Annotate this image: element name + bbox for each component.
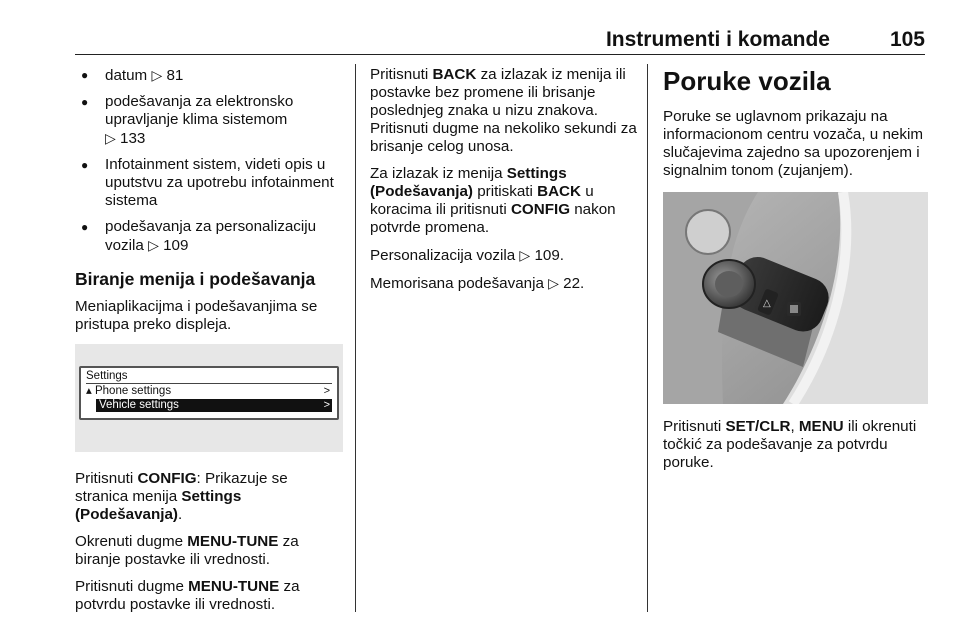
- ref-arrow-icon: ▷: [148, 237, 159, 253]
- display-row: ▴ Phone settings >: [86, 385, 330, 397]
- column-divider: [647, 64, 648, 612]
- ref-arrow-icon: ▷: [548, 275, 559, 291]
- paragraph: Meniaplikacijma i podešavanjima se pristupa preko displeja.: [75, 298, 318, 333]
- paragraph: Okrenuti dugme MENU-TUNE za biranje postavke ili vrednosti.: [75, 533, 299, 568]
- list-item: ● podešavanja za personalizaciju vozila ▷ 109: [75, 218, 343, 255]
- paragraph: Personalizacija vozila ▷ 109.: [370, 247, 564, 264]
- list-item: ● Infotainment sistem, videti opis u uputstvu za upotrebu infotainment sistema: [75, 156, 343, 210]
- page-title: Instrumenti i komande: [605, 28, 830, 51]
- ref-arrow-icon: ▷: [151, 67, 163, 83]
- display-row-selected: Vehicle settings >: [96, 399, 332, 412]
- column-right: [663, 66, 928, 481]
- paragraph: Pritisnuti SET/CLR, MENU ili okrenuti točkić za podešavanje za potvrdu poruke.: [663, 418, 917, 471]
- column-middle: [370, 66, 638, 302]
- svg-text:△: △: [763, 298, 771, 309]
- section-heading: Biranje menija i podešavanja: [75, 269, 316, 289]
- paragraph: Poruke se uglavnom prikazaju na informacionom centru vozača, u nekim slučajevima zajedno sa upozorenjem i signalnim tonom (zujanjem).: [663, 108, 923, 179]
- chevron-right-icon: >: [323, 385, 330, 397]
- display-screen: [79, 366, 339, 420]
- ref-arrow-icon: ▷: [105, 130, 116, 146]
- list-item: ● podešavanja za elektronsko upravljanje klima sistemom ▷ 133: [75, 93, 343, 148]
- ref-arrow-icon: ▷: [519, 247, 531, 263]
- paragraph: Pritisnuti BACK za izlazak iz menija ili postavke bez promene ili brisanje poslednjeg znaka u nizu znakova. Pritisnuti dugme na nekoliko sekundi za brisanje celog unosa.: [370, 66, 637, 155]
- up-arrow-icon: ▴: [86, 385, 92, 397]
- steering-stalk-photo: [663, 192, 928, 404]
- page-header: [75, 28, 925, 55]
- paragraph: Pritisnuti dugme MENU-TUNE za potvrdu postavke ili vrednosti.: [75, 578, 300, 613]
- column-divider: [355, 64, 356, 612]
- chevron-right-icon: >: [323, 399, 330, 411]
- paragraph: Za izlazak iz menija Settings (Podešavanja) pritiskati BACK u koracima ili pritisnuti CONFIG nakon potvrde promena.: [370, 165, 616, 236]
- display-title: Settings: [86, 370, 128, 382]
- section-title: Poruke vozila: [663, 66, 831, 96]
- display-illustration: [75, 344, 343, 452]
- paragraph: Memorisana podešavanja ▷ 22.: [370, 275, 585, 292]
- bullet-list: [75, 66, 343, 255]
- list-item: ● datum ▷ 81: [75, 66, 343, 85]
- display-divider: [86, 383, 332, 384]
- page-number: 105: [889, 28, 925, 51]
- column-left: [75, 66, 343, 623]
- paragraph: Pritisnuti CONFIG: Prikazuje se stranica menija Settings (Podešavanja).: [75, 470, 288, 523]
